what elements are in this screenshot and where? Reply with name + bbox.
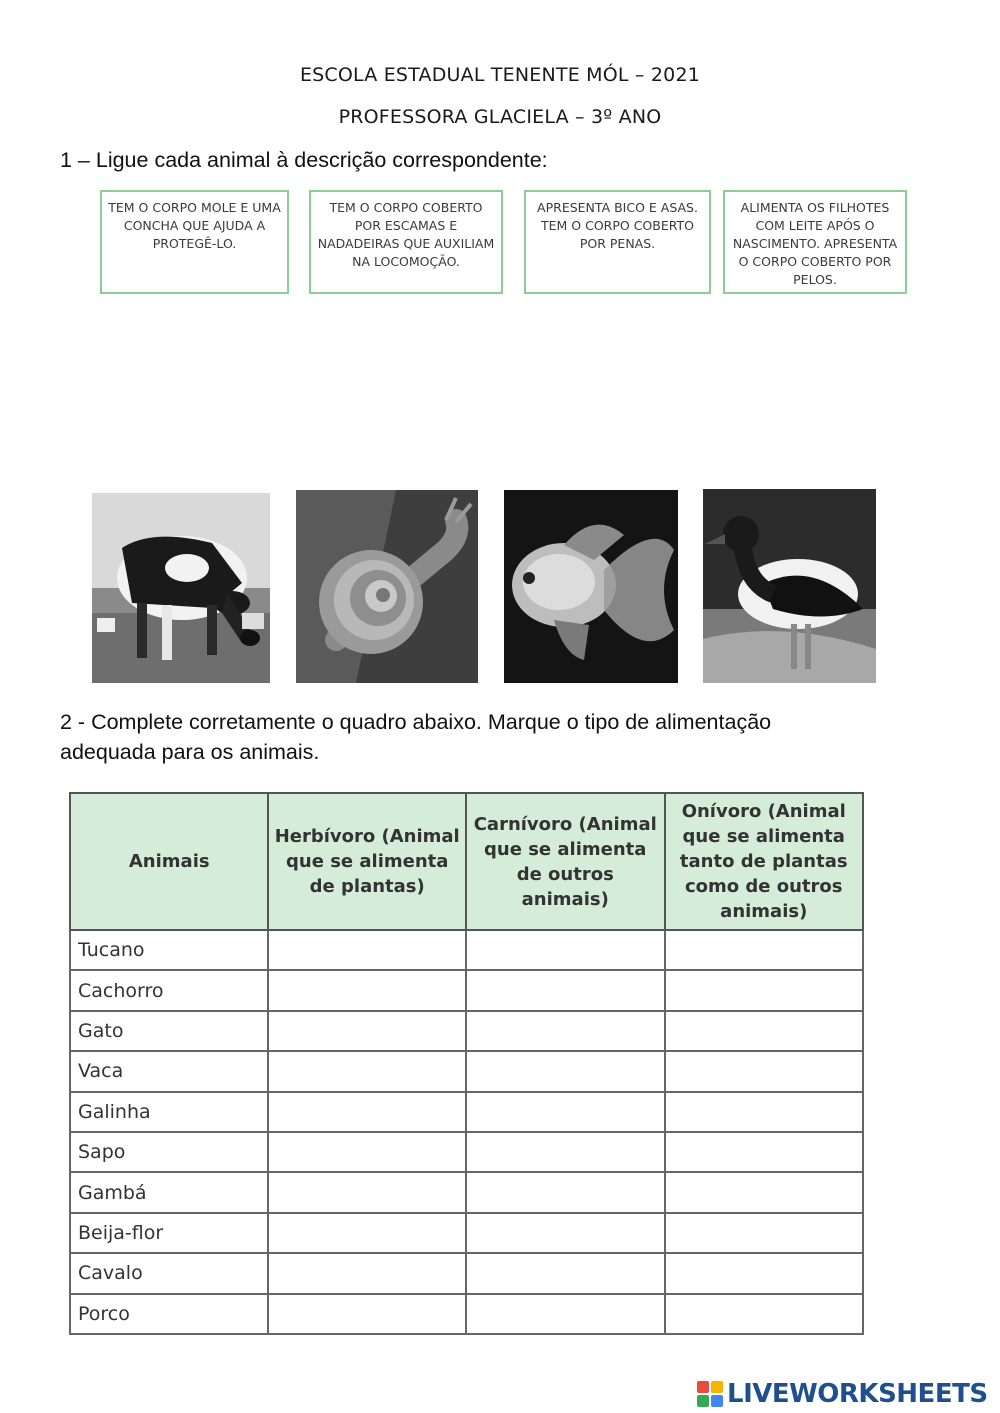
logo-text: LIVEWORKSHEETS [727,1379,988,1409]
carnivore-answer-cell[interactable] [466,1294,665,1334]
carnivore-answer-cell[interactable] [466,1253,665,1293]
logo-square-red [697,1381,709,1393]
herbivore-answer-cell[interactable] [268,1213,466,1253]
logo-square-blue [711,1395,723,1407]
table-row [70,1092,863,1132]
herbivore-answer-cell[interactable] [268,1172,466,1212]
animal-name-cell: Cavalo [70,1253,268,1293]
table-row [70,1172,863,1212]
herbivore-answer-cell[interactable] [268,1011,466,1051]
table-row [70,1051,863,1091]
duck-photo[interactable] [703,489,876,683]
carnivore-answer-cell[interactable] [466,970,665,1010]
omnivore-answer-cell[interactable] [665,930,864,970]
table-row [70,1132,863,1172]
question-1-prompt: 1 – Ligue cada animal à descrição correspondente: [60,148,548,172]
carnivore-answer-cell[interactable] [466,1011,665,1051]
carnivore-answer-cell[interactable] [466,1051,665,1091]
header-carnivore: Carnívoro (Animal que se alimenta de outros animais) [466,793,665,930]
table-body [70,930,863,1334]
logo-square-green [697,1395,709,1407]
carnivore-answer-cell[interactable] [466,1213,665,1253]
herbivore-answer-cell[interactable] [268,1051,466,1091]
omnivore-answer-cell[interactable] [665,1092,864,1132]
animal-name-cell: Galinha [70,1092,268,1132]
animal-name-cell: Beija-flor [70,1213,268,1253]
herbivore-answer-cell[interactable] [268,930,466,970]
omnivore-answer-cell[interactable] [665,1051,864,1091]
carnivore-answer-cell[interactable] [466,1172,665,1212]
animal-name-cell: Porco [70,1294,268,1334]
omnivore-answer-cell[interactable] [665,1011,864,1051]
carnivore-answer-cell[interactable] [466,1132,665,1172]
header-animals: Animais [70,793,268,930]
liveworksheets-logo [697,1378,988,1410]
header-omnivore: Onívoro (Animal que se alimenta tanto de plantas como de outros animais) [665,793,864,930]
teacher-title: PROFESSORA GLACIELA – 3º ANO [338,106,662,128]
table-header-row [70,793,863,930]
animal-name-cell: Tucano [70,930,268,970]
logo-mark-icon [697,1381,723,1407]
omnivore-answer-cell[interactable] [665,1213,864,1253]
table-row [70,1253,863,1293]
question-2-prompt-line1: 2 - Complete corretamente o quadro abaixo. Marque o tipo de alimentação [60,710,772,734]
table-row [70,1213,863,1253]
herbivore-answer-cell[interactable] [268,970,466,1010]
carnivore-answer-cell[interactable] [466,1092,665,1132]
goldfish-photo[interactable] [504,490,678,683]
omnivore-answer-cell[interactable] [665,970,864,1010]
animal-name-cell: Cachorro [70,970,268,1010]
diet-table [69,792,864,1335]
table-row [70,930,863,970]
herbivore-answer-cell[interactable] [268,1092,466,1132]
description-box-bird[interactable]: APRESENTA BICO E ASAS. TEM O CORPO COBERTO POR PENAS. [524,190,711,294]
school-title: ESCOLA ESTADUAL TENENTE MÓL – 2021 [299,64,701,86]
question-2-prompt-line2: adequada para os animais. [60,740,320,764]
logo-square-yellow [711,1381,723,1393]
omnivore-answer-cell[interactable] [665,1253,864,1293]
herbivore-answer-cell[interactable] [268,1294,466,1334]
animal-name-cell: Gato [70,1011,268,1051]
herbivore-answer-cell[interactable] [268,1253,466,1293]
carnivore-answer-cell[interactable] [466,930,665,970]
table-row [70,1294,863,1334]
header-herbivore: Herbívoro (Animal que se alimenta de plantas) [268,793,466,930]
cow-photo[interactable] [92,493,270,683]
animal-name-cell: Gambá [70,1172,268,1212]
snail-photo[interactable] [296,490,478,683]
description-box-snail[interactable]: TEM O CORPO MOLE E UMA CONCHA QUE AJUDA A PROTEGÊ-LO. [100,190,289,294]
description-box-mammal[interactable]: ALIMENTA OS FILHOTES COM LEITE APÓS O NASCIMENTO. APRESENTA O CORPO COBERTO POR PELOS. [723,190,907,294]
omnivore-answer-cell[interactable] [665,1132,864,1172]
animal-name-cell: Sapo [70,1132,268,1172]
herbivore-answer-cell[interactable] [268,1132,466,1172]
animal-name-cell: Vaca [70,1051,268,1091]
description-box-fish[interactable]: TEM O CORPO COBERTO POR ESCAMAS E NADADEIRAS QUE AUXILIAM NA LOCOMOÇÃO. [309,190,503,294]
omnivore-answer-cell[interactable] [665,1294,864,1334]
omnivore-answer-cell[interactable] [665,1172,864,1212]
table-row [70,1011,863,1051]
table-row [70,970,863,1010]
